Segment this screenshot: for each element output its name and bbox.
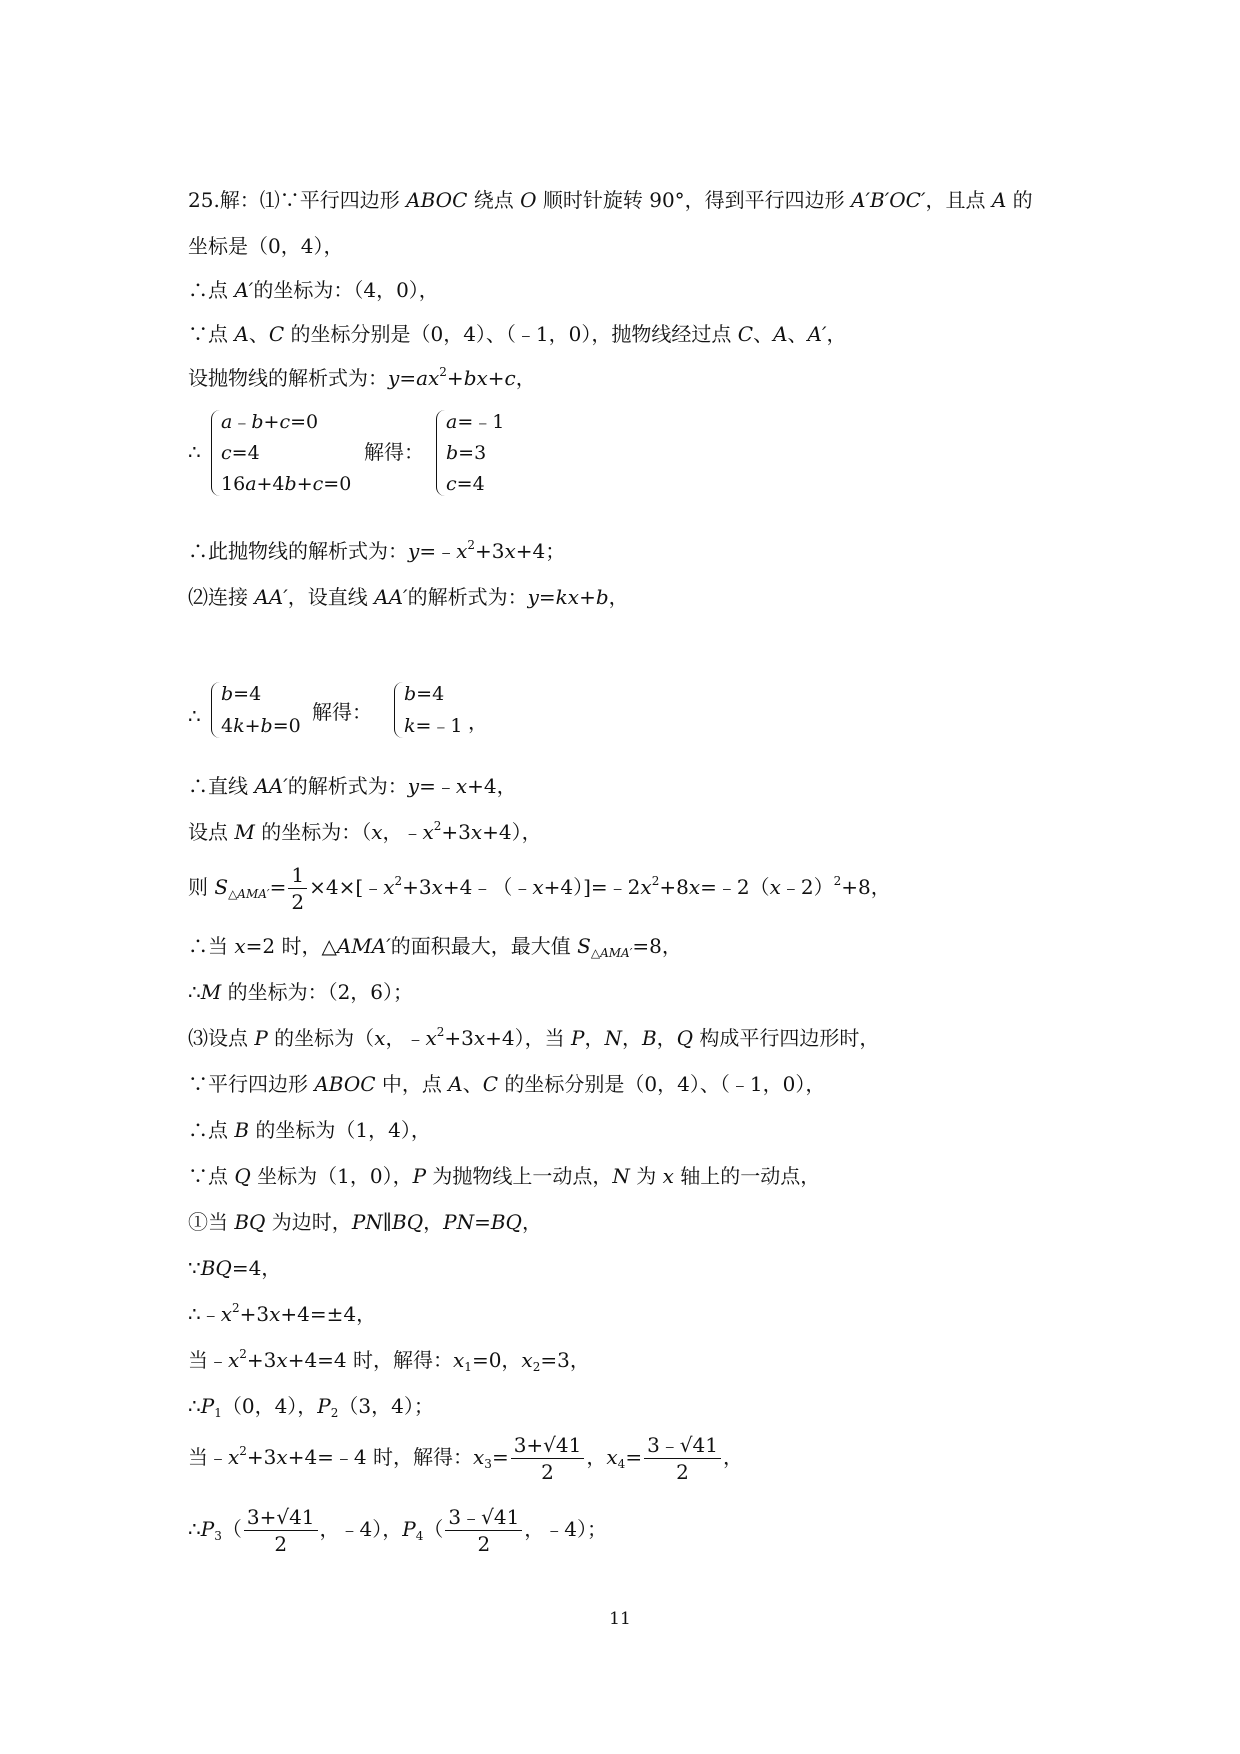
equation-row: c=4 [221, 442, 260, 464]
solution-row: k=﹣1 [404, 715, 463, 737]
bq-length-line: ∵BQ=4， [188, 1256, 282, 1280]
case1-line: ①当 BQ 为边时，PN∥BQ，PN=BQ， [188, 1210, 542, 1234]
equation-row: 4k+b=0 [221, 715, 301, 737]
solution-row: a=﹣1 [446, 411, 505, 433]
p3-p4-line: $\therefore P_3$（ $\frac{3+√41}{2}$ ，﹣4），$P_4$（ $\frac{3﹣√41}{2}$ ，﹣4）； [188, 1505, 608, 1556]
fraction: $\frac{1}{2}$ [288, 862, 307, 915]
solve-label: 解得： [364, 440, 424, 464]
max-area-line: ∴当 x=2 时，△AMA′的面积最大，最大值 $S_{\triangle AMA'}=8$， [188, 934, 682, 960]
p1-p2-line: $\therefore P_1(0$，4），$P_2(3$，4）； [188, 1394, 434, 1420]
fraction: $\frac{3﹣√41}{2}$ [445, 1504, 522, 1557]
line-aa-result: ∴直线 AA′的解析式为：y=﹣x+4， [188, 774, 517, 798]
equation-pm4-line: $\therefore﹣x^2+3x+4=\pm 4$， [188, 1301, 377, 1326]
solution-row: b=3 [446, 442, 487, 464]
therefore-symbol: ∴ [188, 440, 201, 464]
parabola-result-line: ∴此抛物线的解析式为：$y=﹣x^2+3x+4$； [188, 538, 566, 563]
point-q-line: ∵点 Q 坐标为（1，0），P 为抛物线上一动点，N 为 x 轴上的一动点， [188, 1164, 821, 1188]
point-m-line: 设点 M 的坐标为：（x，$﹣x^2+3x+4$）， [188, 819, 542, 844]
fraction: $\frac{3﹣√41}{2}$ [644, 1432, 721, 1485]
point-b-line: ∴点 B 的坐标为（1，4）， [188, 1118, 431, 1142]
comma: ， [468, 710, 488, 734]
solution-intro-line: 25.解：⑴∵平行四边形 ABOC 绕点 O 顺时针旋转 90°，得到平行四边形 A′B′OC′，且点 A 的 [188, 188, 1033, 212]
page-number: 11 [609, 1609, 631, 1629]
left-brace [211, 410, 220, 496]
equation-row: 16a+4b+c=0 [221, 473, 352, 495]
area-formula-line: 则 $S_{\triangle AMA'}=$ $\frac{1}{2}$ $\times 4\times[﹣x^2+3x+4﹣(﹣x+4)]=﹣2x^2+8x=﹣2(x﹣2)^2+8$， [188, 863, 891, 914]
point-a-prime-line: ∴点 A′的坐标为：（4，0）， [188, 278, 439, 302]
point-a-coordinate-line: 坐标是（0，4）， [188, 234, 344, 258]
solution-row: c=4 [446, 473, 485, 495]
part2-intro-line: ⑵连接 AA′，设直线 AA′的解析式为：y=kx+b， [188, 585, 629, 609]
equation-row: a﹣b+c=0 [221, 411, 319, 433]
equation-row: b=4 [221, 683, 262, 705]
left-brace [436, 410, 445, 496]
solution-row: b=4 [404, 683, 445, 705]
solve-plus4-line: 当$﹣x^2+3x+4=4$ 时，解得：$x_1=0$，$x_2=3$， [188, 1347, 590, 1374]
left-brace [394, 682, 403, 738]
parallelogram-line: ∵平行四边形 ABOC 中，点 A、C 的坐标分别是（0，4）、（﹣1，0）， [188, 1072, 826, 1096]
m-coordinate-line: ∴M 的坐标为：（2，6）； [188, 980, 414, 1004]
part3-intro-line: ⑶设点 P 的坐标为（x，$﹣x^2+3x+4$），当 P，N，B，Q 构成平行四边形时， [188, 1025, 880, 1050]
parabola-form-line: 设抛物线的解析式为：$y=ax^2+bx+c$， [188, 365, 536, 390]
left-brace [211, 682, 220, 738]
solve-label: 解得： [312, 700, 372, 724]
solve-minus4-line: 当$﹣x^2+3x+4=﹣4$ 时，解得：$x_3=$ $\frac{3+√41}{2}$ ，$x_4=$ $\frac{3﹣√41}{2}$ ， [188, 1433, 743, 1484]
therefore-symbol: ∴ [188, 704, 201, 728]
points-given-line: ∵点 A、C 的坐标分别是（0，4）、（﹣1，0），抛物线经过点 C、A、A′， [188, 322, 847, 346]
fraction: $\frac{3+√41}{2}$ [511, 1432, 585, 1485]
fraction: $\frac{3+√41}{2}$ [244, 1504, 318, 1557]
